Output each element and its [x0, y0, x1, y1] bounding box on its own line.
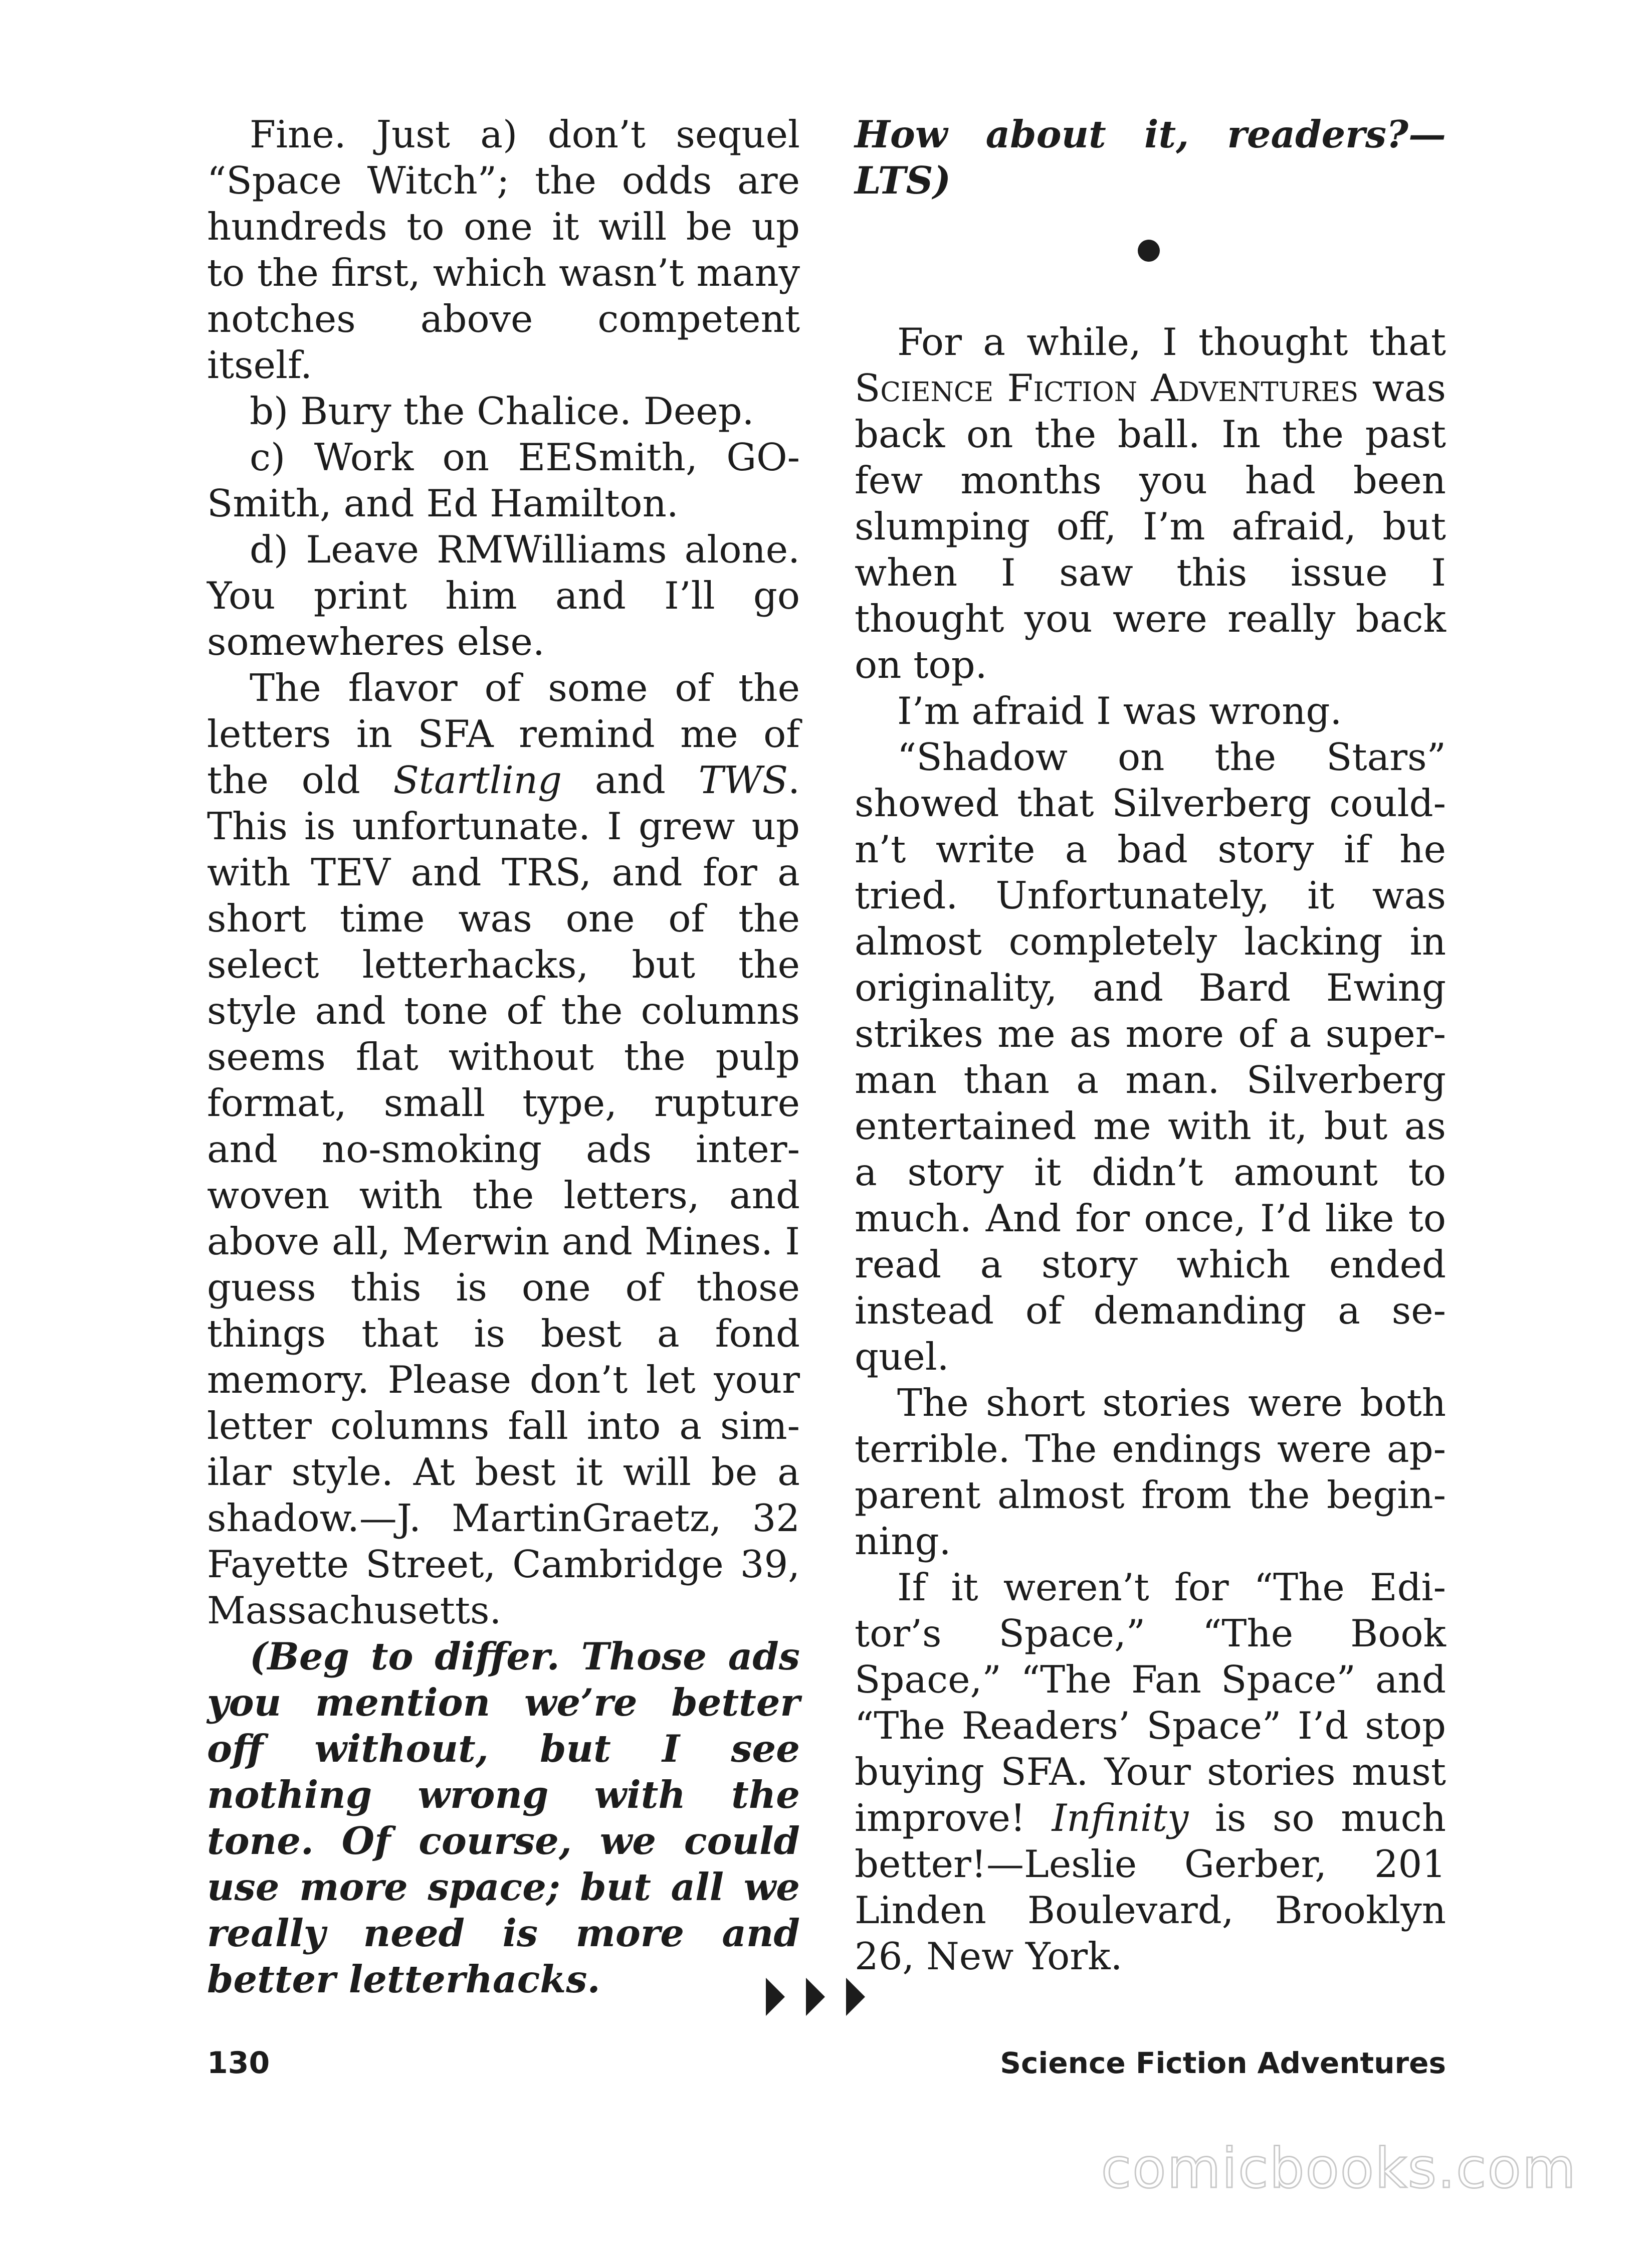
text-run: For a while, I thought that	[897, 320, 1446, 364]
section-separator	[855, 204, 1446, 319]
letter-paragraph: “Shadow on the Stars” showed that Silverberg couldn’t write a bad story if he tried. Unfortunately, it was almost completely lacking in originality, and Bard Ewing strikes me as more of a superman than a man. Silverberg entertained me with it, but as a story it didn’t amount to much. And for once, I’d like to read a story which ended instead of demanding a sequel.	[855, 735, 1446, 1379]
triangle-right-icon	[766, 1978, 785, 2016]
bullet-icon	[1138, 240, 1160, 262]
letter-paragraph	[855, 319, 1446, 688]
three-right-triangles-icon	[742, 1973, 892, 2018]
text-run: . This is unfortunate. I grew up with TEV and TRS, and for a short time was one of the select letterhacks, but the style and tone of the columns seems flat without the pulp format, small type, rupture and no-smoking ads interwoven with the letters, and above all, Merwin and Mines. I guess this is one of those things that is best a fond memory. Please don’t let your letter columns fall into a similar style. At best it will be a shadow.—J. MartinGraetz, 32 Fayette Street, Cambridge 39, Massachusetts.	[207, 758, 800, 1632]
letter-paragraph: c) Work on EESmith, GOSmith, and Ed Hamilton.	[207, 435, 800, 525]
watermark: comicbooks.com	[1101, 2136, 1577, 2200]
magazine-title-startling: Startling	[393, 758, 562, 802]
text-run: The flavor of some of the letters in SFA remind me of the old	[207, 666, 800, 802]
text-run: If it weren’t for “The Editor’s Space,” “The Book Space,” “The Fan Space” and “The Readers’ Space” I’d stop buying SFA. Your stories must improve!	[855, 1565, 1446, 1840]
letter-paragraph: The short stories were both terrible. The endings were apparent almost from the beginning.	[855, 1381, 1446, 1563]
right-column	[855, 111, 1446, 1979]
letter-paragraph: I’m afraid I was wrong.	[897, 689, 1342, 733]
text-run: and	[562, 758, 699, 802]
editor-reply: (Beg to differ. Those ads you mention we’re better off without, but I see nothing wrong with the tone. Of course, we could use more space; but all we really need is more and better letterhacks.	[207, 1634, 800, 2001]
editor-reply-end: How about it, readers?—LTS)	[855, 112, 1446, 203]
running-title: Science Fiction Adventures	[1000, 2046, 1446, 2080]
text-run: is so much better!—Leslie Gerber, 201 Linden Boulevard, Brooklyn 26, New York.	[855, 1796, 1446, 1978]
letter-paragraph	[207, 665, 800, 1633]
text-run: was back on the ball. In the past few months you had been slumping off, I’m afraid, but when I saw this issue I thought you were really back on top.	[855, 366, 1446, 687]
triangle-right-icon	[846, 1978, 865, 2016]
letter-paragraph: b) Bury the Chalice. Deep.	[250, 389, 754, 433]
triangle-right-icon	[806, 1978, 825, 2016]
left-column	[207, 111, 800, 2002]
letter-paragraph: d) Leave RMWilliams alone. You print him and I’ll go somewheres else.	[207, 527, 800, 664]
letter-paragraph: Fine. Just a) don’t sequel “Space Witch”; the odds are hundreds to one it will be up to the first, which wasn’t many notches above competent itself.	[207, 112, 800, 387]
page-number: 130	[207, 2045, 270, 2081]
letter-paragraph	[855, 1564, 1446, 1979]
magazine-title-infinity: Infinity	[1052, 1796, 1189, 1840]
magazine-title-sfa: Science Fiction Adventures	[855, 366, 1359, 410]
magazine-title-tws: TWS	[698, 758, 788, 802]
